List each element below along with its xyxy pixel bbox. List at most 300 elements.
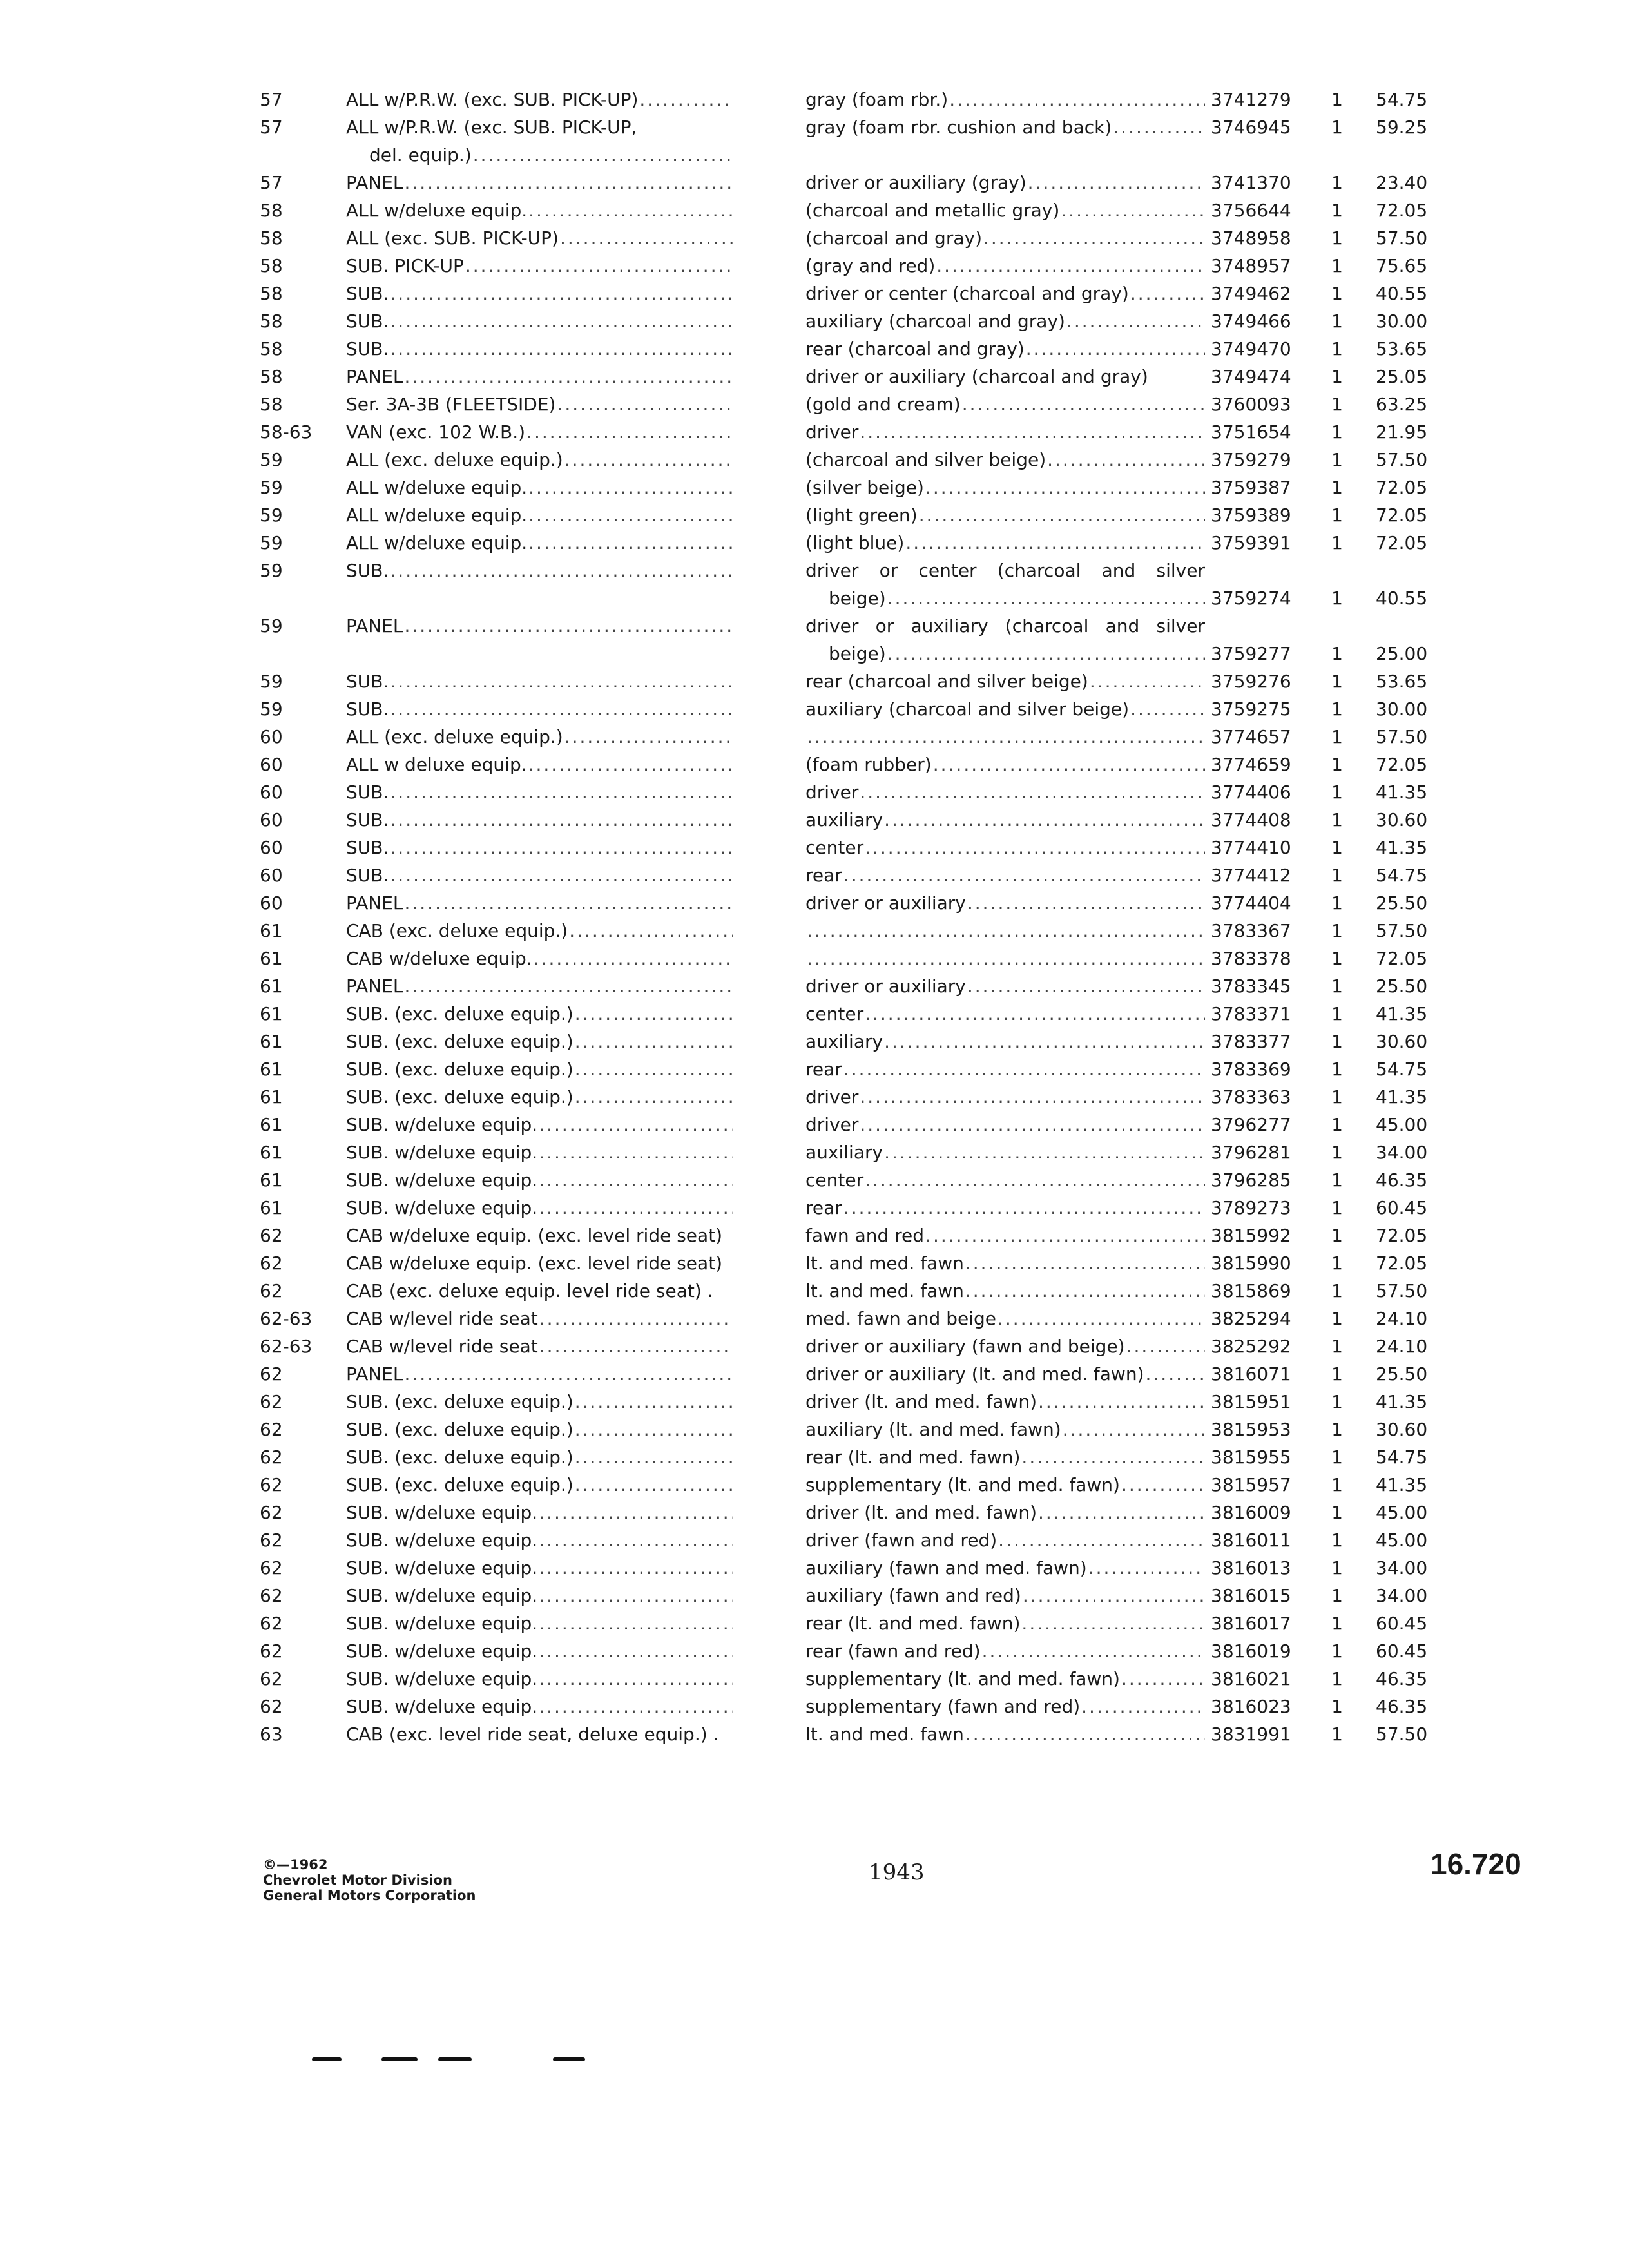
description-cell-text: driver (lt. and med. fawn) bbox=[805, 1502, 1037, 1523]
table-row bbox=[255, 668, 1466, 696]
price-cell: 30.00 bbox=[1376, 311, 1428, 332]
quantity-cell: 1 bbox=[1331, 1031, 1343, 1052]
description-cell bbox=[805, 169, 1205, 197]
table-row bbox=[255, 280, 1466, 308]
table-row bbox=[255, 751, 1466, 779]
table-row bbox=[255, 1361, 1466, 1389]
dot-leader bbox=[983, 225, 1205, 252]
price-cell: 57.50 bbox=[1376, 920, 1428, 941]
part-number-cell: 3815957 bbox=[1211, 1474, 1291, 1495]
scan-mark bbox=[438, 2057, 472, 2061]
quantity-cell: 1 bbox=[1331, 920, 1343, 941]
description-cell bbox=[805, 336, 1205, 363]
price-cell: 57.50 bbox=[1376, 1280, 1428, 1302]
dot-leader bbox=[539, 1167, 733, 1194]
description-cell-text: center bbox=[805, 1003, 864, 1024]
dot-leader bbox=[1038, 1499, 1205, 1526]
quantity-cell: 1 bbox=[1331, 1419, 1343, 1440]
quantity-cell: 1 bbox=[1331, 532, 1343, 553]
description-cell bbox=[805, 1250, 1205, 1277]
description-cell-text: rear bbox=[805, 1197, 842, 1218]
model-cell bbox=[346, 114, 733, 169]
description-line-continued-text: beige) bbox=[829, 643, 886, 664]
dot-leader bbox=[539, 1139, 733, 1166]
dot-leader bbox=[390, 280, 733, 307]
part-number-cell: 3783345 bbox=[1211, 975, 1291, 997]
part-number-cell: 3825292 bbox=[1211, 1336, 1291, 1357]
price-cell: 40.55 bbox=[1376, 283, 1428, 304]
quantity-cell: 1 bbox=[1331, 1003, 1343, 1024]
year-cell: 62 bbox=[260, 1585, 283, 1606]
price-cell: 46.35 bbox=[1376, 1668, 1428, 1689]
year-cell: 59 bbox=[260, 698, 283, 720]
price-cell: 72.05 bbox=[1376, 754, 1428, 775]
table-row bbox=[255, 1056, 1466, 1084]
model-cell-text: SUB. PICK-UP bbox=[346, 255, 464, 276]
dot-leader bbox=[1121, 1666, 1205, 1693]
part-number-cell: 3759387 bbox=[1211, 477, 1291, 498]
dot-leader bbox=[390, 336, 733, 363]
description-cell bbox=[805, 502, 1205, 529]
price-cell: 54.75 bbox=[1376, 1059, 1428, 1080]
price-cell: 72.05 bbox=[1376, 477, 1428, 498]
model-cell bbox=[346, 336, 733, 363]
description-cell-text: driver bbox=[805, 1114, 859, 1135]
description-cell bbox=[805, 474, 1205, 501]
model-cell-text: SUB. bbox=[346, 311, 389, 332]
table-row bbox=[255, 862, 1466, 890]
dot-leader bbox=[564, 724, 733, 751]
description-cell-text: gray (foam rbr. cushion and back) bbox=[805, 117, 1112, 138]
quantity-cell: 1 bbox=[1331, 975, 1343, 997]
price-cell: 72.05 bbox=[1376, 948, 1428, 969]
table-row bbox=[255, 1139, 1466, 1167]
model-cell bbox=[346, 1499, 733, 1526]
description-cell bbox=[805, 447, 1205, 474]
model-cell bbox=[346, 1028, 733, 1055]
quantity-cell: 1 bbox=[1331, 1474, 1343, 1495]
year-cell: 62-63 bbox=[260, 1308, 313, 1329]
scan-mark bbox=[553, 2057, 585, 2061]
model-cell bbox=[346, 1195, 733, 1222]
description-cell-text: auxiliary (fawn and med. fawn) bbox=[805, 1557, 1087, 1579]
part-number-cell: 3831991 bbox=[1211, 1724, 1291, 1745]
price-cell: 63.25 bbox=[1376, 394, 1428, 415]
description-cell-text: rear (charcoal and gray) bbox=[805, 338, 1025, 360]
quantity-cell: 1 bbox=[1331, 117, 1343, 138]
dot-leader bbox=[539, 1305, 733, 1332]
table-row bbox=[255, 530, 1466, 557]
table-row bbox=[255, 1333, 1466, 1361]
year-cell: 62 bbox=[260, 1253, 283, 1274]
description-cell-text: rear (charcoal and silver beige) bbox=[805, 671, 1088, 692]
description-cell-text: supplementary (lt. and med. fawn) bbox=[805, 1474, 1120, 1495]
section-number: 16.720 bbox=[1431, 1847, 1521, 1881]
price-cell: 41.35 bbox=[1376, 1474, 1428, 1495]
quantity-cell: 1 bbox=[1331, 671, 1343, 692]
part-number-cell: 3759277 bbox=[1211, 643, 1291, 664]
quantity-cell: 1 bbox=[1331, 1336, 1343, 1357]
year-cell: 58 bbox=[260, 338, 283, 360]
year-cell: 59 bbox=[260, 560, 283, 581]
copyright-year: ©—1962 bbox=[263, 1857, 328, 1872]
description-cell-text: rear bbox=[805, 1059, 842, 1080]
part-number-cell: 3774412 bbox=[1211, 865, 1291, 886]
price-cell: 30.60 bbox=[1376, 1419, 1428, 1440]
dot-leader bbox=[404, 169, 733, 197]
description-cell bbox=[805, 890, 1205, 917]
part-number-cell: 3815990 bbox=[1211, 1253, 1291, 1274]
model-cell bbox=[346, 253, 733, 280]
dot-leader bbox=[865, 1167, 1205, 1194]
price-cell: 41.35 bbox=[1376, 1086, 1428, 1108]
model-cell bbox=[346, 1333, 733, 1360]
year-cell: 62 bbox=[260, 1225, 283, 1246]
quantity-cell: 1 bbox=[1331, 643, 1343, 664]
model-cell-text: SUB. (exc. deluxe equip.) bbox=[346, 1446, 574, 1468]
dot-leader bbox=[1026, 336, 1205, 363]
table-row bbox=[255, 1001, 1466, 1028]
year-cell: 60 bbox=[260, 782, 283, 803]
table-row bbox=[255, 391, 1466, 419]
quantity-cell: 1 bbox=[1331, 283, 1343, 304]
quantity-cell: 1 bbox=[1331, 1530, 1343, 1551]
part-number-cell: 3783363 bbox=[1211, 1086, 1291, 1108]
year-cell: 61 bbox=[260, 1197, 283, 1218]
description-cell bbox=[805, 945, 1205, 972]
model-cell-text: CAB (exc. deluxe equip.) bbox=[346, 920, 568, 941]
year-cell: 58 bbox=[260, 283, 283, 304]
description-cell-text: lt. and med. fawn bbox=[805, 1280, 964, 1302]
quantity-cell: 1 bbox=[1331, 698, 1343, 720]
model-cell bbox=[346, 834, 733, 861]
model-line: ALL w/P.R.W. (exc. SUB. PICK-UP, bbox=[346, 117, 637, 138]
model-cell bbox=[346, 1056, 733, 1083]
table-row bbox=[255, 1693, 1466, 1721]
description-cell bbox=[805, 114, 1205, 141]
part-number-cell: 3796277 bbox=[1211, 1114, 1291, 1135]
dot-leader bbox=[528, 474, 733, 501]
part-number-cell: 3759389 bbox=[1211, 505, 1291, 526]
table-row bbox=[255, 1638, 1466, 1666]
description-cell bbox=[805, 530, 1205, 557]
quantity-cell: 1 bbox=[1331, 892, 1343, 914]
description-cell bbox=[805, 557, 1205, 613]
part-number-cell: 3749462 bbox=[1211, 283, 1291, 304]
model-cell-text: ALL (exc. deluxe equip.) bbox=[346, 449, 563, 470]
description-cell bbox=[805, 862, 1205, 889]
description-cell-text: (light green) bbox=[805, 505, 918, 526]
year-cell: 61 bbox=[260, 1059, 283, 1080]
table-row bbox=[255, 363, 1466, 391]
part-number-cell: 3774410 bbox=[1211, 837, 1291, 858]
model-cell-text: ALL w/P.R.W. (exc. SUB. PICK-UP) bbox=[346, 89, 639, 110]
dot-leader bbox=[965, 1250, 1205, 1277]
table-row bbox=[255, 1250, 1466, 1278]
model-cell bbox=[346, 1666, 733, 1693]
part-number-cell: 3759276 bbox=[1211, 671, 1291, 692]
scan-mark bbox=[381, 2057, 418, 2061]
price-cell: 72.05 bbox=[1376, 1225, 1428, 1246]
dot-leader bbox=[865, 834, 1205, 861]
model-cell-text: SUB. w/deluxe equip. bbox=[346, 1613, 538, 1634]
year-cell: 58 bbox=[260, 366, 283, 387]
model-cell bbox=[346, 807, 733, 834]
price-cell: 59.25 bbox=[1376, 117, 1428, 138]
quantity-cell: 1 bbox=[1331, 809, 1343, 831]
description-cell-text: rear bbox=[805, 865, 842, 886]
year-cell: 61 bbox=[260, 1169, 283, 1191]
model-cell bbox=[346, 474, 733, 501]
dot-leader bbox=[528, 197, 733, 224]
description-cell-text: auxiliary bbox=[805, 1142, 883, 1163]
year-cell: 61 bbox=[260, 975, 283, 997]
description-cell bbox=[805, 751, 1205, 778]
quantity-cell: 1 bbox=[1331, 200, 1343, 221]
table-row bbox=[255, 1195, 1466, 1222]
dot-leader bbox=[1066, 308, 1205, 335]
year-cell: 62 bbox=[260, 1640, 283, 1662]
description-cell bbox=[805, 86, 1205, 113]
year-cell: 58-63 bbox=[260, 421, 313, 443]
dot-leader bbox=[1047, 447, 1205, 474]
dot-leader bbox=[807, 945, 1205, 972]
model-cell-text: SUB. (exc. deluxe equip.) bbox=[346, 1059, 574, 1080]
description-cell bbox=[805, 1444, 1205, 1471]
price-cell: 54.75 bbox=[1376, 89, 1428, 110]
table-row bbox=[255, 807, 1466, 834]
year-cell: 62 bbox=[260, 1696, 283, 1717]
quantity-cell: 1 bbox=[1331, 726, 1343, 747]
table-row bbox=[255, 613, 1466, 668]
model-cell bbox=[346, 557, 733, 584]
dot-leader bbox=[575, 1084, 733, 1111]
dot-leader bbox=[575, 1056, 733, 1083]
part-number-cell: 3741279 bbox=[1211, 89, 1291, 110]
dot-leader bbox=[539, 1111, 733, 1139]
dot-leader bbox=[639, 86, 733, 113]
model-cell bbox=[346, 918, 733, 945]
model-cell bbox=[346, 280, 733, 307]
dot-leader bbox=[1063, 1416, 1205, 1443]
part-number-cell: 3796281 bbox=[1211, 1142, 1291, 1163]
year-cell: 58 bbox=[260, 227, 283, 249]
description-line-continued bbox=[805, 585, 1205, 613]
description-cell: driver or auxiliary (charcoal and gray) bbox=[805, 366, 1148, 387]
price-cell: 72.05 bbox=[1376, 505, 1428, 526]
dot-leader bbox=[575, 1472, 733, 1499]
description-cell-text: lt. and med. fawn bbox=[805, 1253, 964, 1274]
model-cell-text: Ser. 3A-3B (FLEETSIDE) bbox=[346, 394, 556, 415]
dot-leader bbox=[404, 613, 733, 640]
dot-leader bbox=[465, 253, 733, 280]
part-number-cell: 3756644 bbox=[1211, 200, 1291, 221]
model-cell bbox=[346, 1638, 733, 1665]
dot-leader bbox=[534, 945, 733, 972]
dot-leader bbox=[528, 530, 733, 557]
description-cell-text: auxiliary (fawn and red) bbox=[805, 1585, 1021, 1606]
model-cell bbox=[346, 363, 733, 390]
dot-leader bbox=[473, 142, 733, 169]
description-cell bbox=[805, 1111, 1205, 1139]
part-number-cell: 3815992 bbox=[1211, 1225, 1291, 1246]
model-cell-text: PANEL bbox=[346, 975, 403, 997]
model-cell-text: SUB. (exc. deluxe equip.) bbox=[346, 1086, 574, 1108]
model-cell bbox=[346, 502, 733, 529]
price-cell: 53.65 bbox=[1376, 671, 1428, 692]
quantity-cell: 1 bbox=[1331, 948, 1343, 969]
table-row bbox=[255, 86, 1466, 114]
description-cell-text: center bbox=[805, 837, 864, 858]
year-cell: 62 bbox=[260, 1280, 283, 1302]
table-row bbox=[255, 1389, 1466, 1416]
quantity-cell: 1 bbox=[1331, 366, 1343, 387]
price-cell: 34.00 bbox=[1376, 1557, 1428, 1579]
quantity-cell: 1 bbox=[1331, 1557, 1343, 1579]
model-cell-text: SUB. bbox=[346, 782, 389, 803]
part-number-cell: 3825294 bbox=[1211, 1308, 1291, 1329]
model-cell bbox=[346, 1305, 733, 1332]
model-cell bbox=[346, 419, 733, 446]
year-cell: 59 bbox=[260, 671, 283, 692]
model-cell-text: PANEL bbox=[346, 892, 403, 914]
description-cell bbox=[805, 1028, 1205, 1055]
part-number-cell: 3816011 bbox=[1211, 1530, 1291, 1551]
quantity-cell: 1 bbox=[1331, 1280, 1343, 1302]
model-cell-text: ALL (exc. deluxe equip.) bbox=[346, 726, 563, 747]
table-row bbox=[255, 1499, 1466, 1527]
description-cell-text: driver or auxiliary bbox=[805, 975, 966, 997]
description-cell bbox=[805, 1472, 1205, 1499]
quantity-cell: 1 bbox=[1331, 1086, 1343, 1108]
model-cell bbox=[346, 1084, 733, 1111]
description-cell bbox=[805, 1084, 1205, 1111]
year-cell: 57 bbox=[260, 172, 283, 193]
description-cell-text: med. fawn and beige bbox=[805, 1308, 996, 1329]
dot-leader bbox=[807, 724, 1205, 751]
model-cell bbox=[346, 1389, 733, 1416]
model-line-continued-text: del. equip.) bbox=[369, 144, 472, 166]
dot-leader bbox=[575, 1444, 733, 1471]
price-cell: 57.50 bbox=[1376, 1724, 1428, 1745]
year-cell: 59 bbox=[260, 505, 283, 526]
quantity-cell: 1 bbox=[1331, 338, 1343, 360]
model-cell-text: SUB. w/deluxe equip. bbox=[346, 1668, 538, 1689]
price-cell: 57.50 bbox=[1376, 227, 1428, 249]
dot-leader bbox=[390, 308, 733, 335]
description-cell bbox=[805, 668, 1205, 695]
dot-leader bbox=[539, 1610, 733, 1637]
dot-leader bbox=[575, 1028, 733, 1055]
dot-leader bbox=[564, 447, 733, 474]
model-cell-text: ALL w/deluxe equip. bbox=[346, 200, 528, 221]
part-number-cell: 3774657 bbox=[1211, 726, 1291, 747]
dot-leader bbox=[575, 1001, 733, 1028]
table-row bbox=[255, 1582, 1466, 1610]
model-cell bbox=[346, 169, 733, 197]
price-cell: 57.50 bbox=[1376, 449, 1428, 470]
part-number-cell: 3816071 bbox=[1211, 1363, 1291, 1385]
description-cell bbox=[805, 1001, 1205, 1028]
dot-leader bbox=[1061, 197, 1205, 224]
table-row bbox=[255, 1527, 1466, 1555]
model-cell-text: CAB w/level ride seat bbox=[346, 1308, 538, 1329]
model-cell-text: SUB. bbox=[346, 338, 389, 360]
quantity-cell: 1 bbox=[1331, 1308, 1343, 1329]
model-cell bbox=[346, 668, 733, 695]
model-cell-text: SUB. bbox=[346, 809, 389, 831]
table-row bbox=[255, 114, 1466, 169]
dot-leader bbox=[539, 1693, 733, 1720]
model-cell bbox=[346, 447, 733, 474]
year-cell: 58 bbox=[260, 200, 283, 221]
dot-leader bbox=[967, 973, 1205, 1000]
model-cell-text: SUB. bbox=[346, 865, 389, 886]
part-number-cell: 3816017 bbox=[1211, 1613, 1291, 1634]
price-cell: 41.35 bbox=[1376, 1003, 1428, 1024]
model-cell-text: SUB. bbox=[346, 283, 389, 304]
part-number-cell: 3759391 bbox=[1211, 532, 1291, 553]
description-cell-text: auxiliary (charcoal and gray) bbox=[805, 311, 1065, 332]
dot-leader bbox=[557, 391, 733, 418]
price-cell: 23.40 bbox=[1376, 172, 1428, 193]
price-cell: 46.35 bbox=[1376, 1169, 1428, 1191]
table-row bbox=[255, 169, 1466, 197]
year-cell: 57 bbox=[260, 117, 283, 138]
model-cell: CAB w/deluxe equip. (exc. level ride seat) bbox=[346, 1225, 723, 1246]
price-cell: 75.65 bbox=[1376, 255, 1428, 276]
table-row bbox=[255, 890, 1466, 918]
part-number-cell: 3759279 bbox=[1211, 449, 1291, 470]
quantity-cell: 1 bbox=[1331, 255, 1343, 276]
table-row bbox=[255, 696, 1466, 724]
year-cell: 57 bbox=[260, 89, 283, 110]
part-number-cell: 3783371 bbox=[1211, 1003, 1291, 1024]
dot-leader bbox=[1023, 1582, 1205, 1610]
quantity-cell: 1 bbox=[1331, 1446, 1343, 1468]
description-cell-text: lt. and med. fawn bbox=[805, 1724, 964, 1745]
price-cell: 41.35 bbox=[1376, 782, 1428, 803]
model-cell-text: SUB. w/deluxe equip. bbox=[346, 1142, 538, 1163]
model-cell-text: SUB. bbox=[346, 671, 389, 692]
dot-leader bbox=[539, 1527, 733, 1554]
table-row bbox=[255, 1084, 1466, 1111]
description-cell bbox=[805, 1361, 1205, 1388]
description-cell bbox=[805, 779, 1205, 806]
part-number-cell: 3759275 bbox=[1211, 698, 1291, 720]
table-row bbox=[255, 1610, 1466, 1638]
model-cell-text: ALL w/deluxe equip. bbox=[346, 477, 528, 498]
parts-table bbox=[255, 86, 1466, 1749]
price-cell: 41.35 bbox=[1376, 837, 1428, 858]
description-cell-text: auxiliary (charcoal and silver beige) bbox=[805, 698, 1130, 720]
description-cell bbox=[805, 1195, 1205, 1222]
description-cell bbox=[805, 1389, 1205, 1416]
part-number-cell: 3783377 bbox=[1211, 1031, 1291, 1052]
year-cell: 61 bbox=[260, 1003, 283, 1024]
part-number-cell: 3774408 bbox=[1211, 809, 1291, 831]
quantity-cell: 1 bbox=[1331, 782, 1343, 803]
description-cell bbox=[805, 918, 1205, 945]
quantity-cell: 1 bbox=[1331, 421, 1343, 443]
model-cell-text: CAB w/deluxe equip. bbox=[346, 948, 532, 969]
dot-leader bbox=[884, 1139, 1205, 1166]
price-cell: 72.05 bbox=[1376, 532, 1428, 553]
year-cell: 61 bbox=[260, 948, 283, 969]
description-cell bbox=[805, 1167, 1205, 1194]
part-number-cell: 3774404 bbox=[1211, 892, 1291, 914]
model-cell bbox=[346, 613, 733, 640]
